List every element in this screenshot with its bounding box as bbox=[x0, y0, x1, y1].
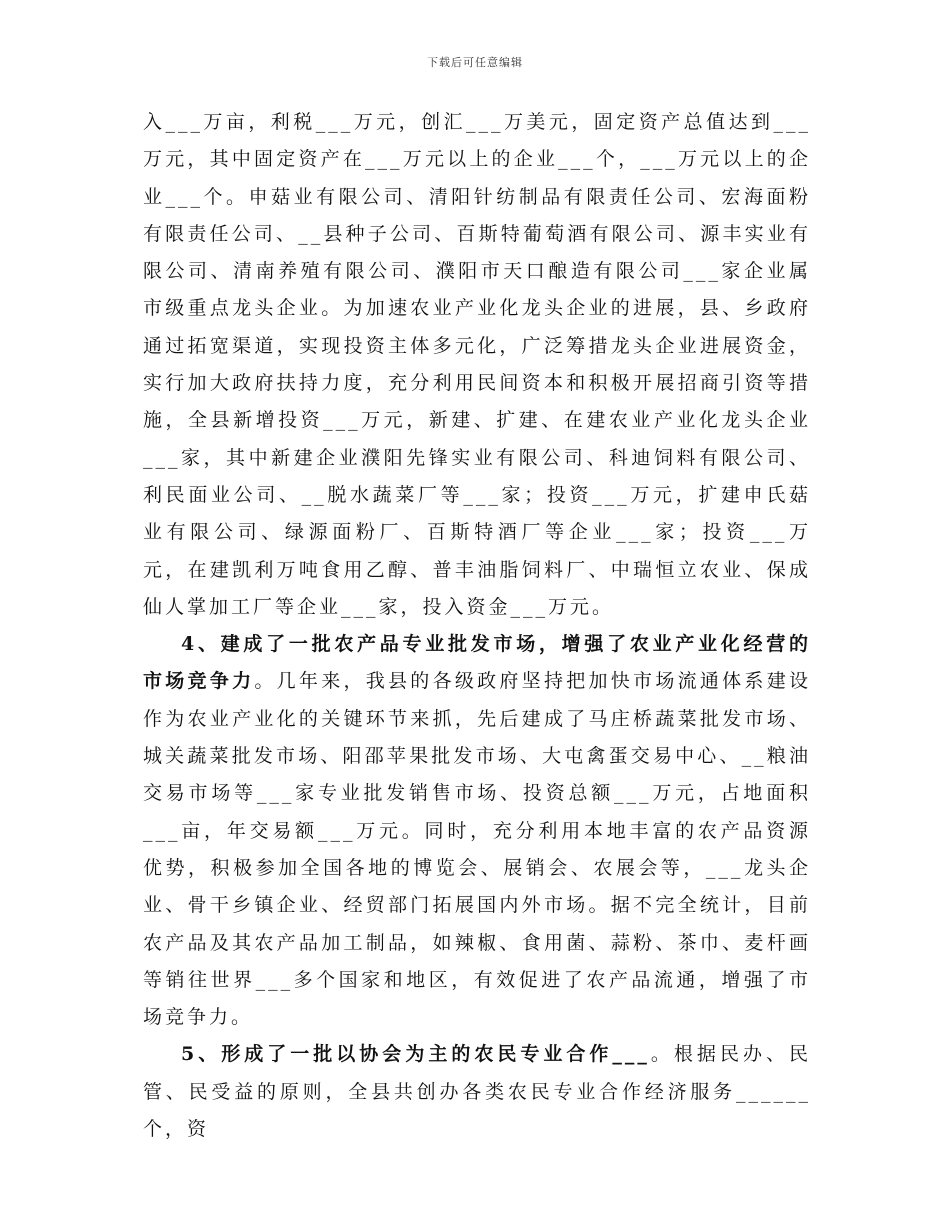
paragraph-enterprises bbox=[143, 104, 811, 626]
document-body bbox=[143, 104, 811, 1148]
paragraph-text: 入___万亩，利税___万元，创汇___万美元，固定资产总值达到___万元，其中固定资产在___万元以上的企业___个，___万元以上的企业___个。申菇业有限公司、清阳针纺制品有限责任公司、宏海面粉有限责任公司、__县种子公司、百斯特葡萄酒有限公司、源丰实业有限公司、清南养殖有限公司、濮阳市天口酿造有限公司___家企业属市级重点龙头企业。为加速农业产业化龙头企业的进展，县、乡政府通过拓宽渠道，实现投资主体多元化，广泛筹措龙头企业进展资金，实行加大政府扶持力度，充分利用民间资本和积极开展招商引资等措施，全县新增投资___万元，新建、扩建、在建农业产业化龙头企业___家，其中新建企业濮阳先锋实业有限公司、科迪饲料有限公司、利民面业公司、__脱水蔬菜厂等___家；投资___万元，扩建申氏菇业有限公司、绿源面粉厂、百斯特酒厂等企业___家；投资___万元，在建凯利万吨食用乙醇、普丰油脂饲料厂、中瑞恒立农业、保成仙人掌加工厂等企业___家，投入资金___万元。 bbox=[143, 111, 811, 618]
page-header-note: 下载后可任意编辑 bbox=[427, 56, 523, 69]
section-heading-cooperatives: 5、形成了一批以协会为主的农民专业合作___ bbox=[181, 1043, 650, 1066]
paragraph-cooperatives bbox=[143, 1036, 811, 1148]
paragraph-markets bbox=[143, 626, 811, 1036]
paragraph-text: 。根据民办、民管、民受益的原则，全县共创办各类农民专业合作经济服务______个，资 bbox=[143, 1043, 811, 1141]
paragraph-text: 。几年来，我县的各级政府坚持把加快市场流通体系建设作为农业产业化的关键环节来抓，先后建成了马庄桥蔬菜批发市场、城关蔬菜批发市场、阳邵苹果批发市场、大屯禽蛋交易中心、__粮油交易市场等___家专业批发销售市场、投资总额___万元，占地面积___亩，年交易额___万元。同时，充分利用本地丰富的农产品资源优势，积极参加全国各地的博览会、展销会、农展会等，___龙头企业、骨干乡镇企业、经贸部门拓展国内外市场。据不完全统计，目前农产品及其农产品加工制品，如辣椒、食用菌、蒜粉、茶巾、麦杆画等销往世界___多个国家和地区，有效促进了农产品流通，增强了市场竞争力。 bbox=[143, 670, 811, 1029]
section-heading-markets: 4、建成了一批农产品专业批发市场，增强了农业产业化经营的市场竞争力 bbox=[143, 633, 811, 693]
